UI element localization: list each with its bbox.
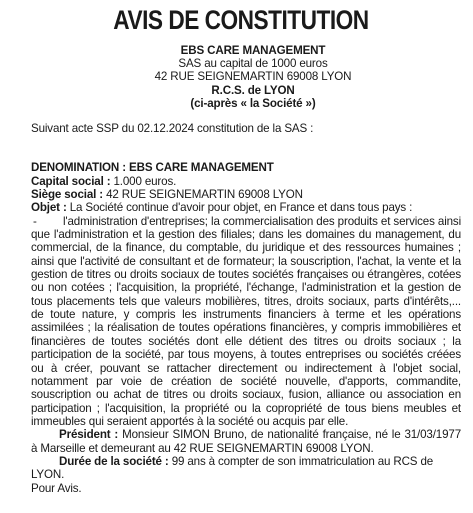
- notice-title: AVIS DE CONSTITUTION: [113, 5, 369, 35]
- spacer: [31, 135, 461, 161]
- duree-label: Durée de la société :: [59, 454, 172, 468]
- denomination-line: [31, 161, 461, 174]
- objet-body: [31, 215, 461, 429]
- siege-line: [31, 188, 461, 201]
- capital-label: Capital social :: [31, 174, 114, 188]
- company-rcs: R.C.S. de LYON: [211, 83, 295, 97]
- duree-paragraph: [31, 455, 461, 482]
- siege-label: Siège social :: [31, 188, 107, 202]
- capital-line: [31, 175, 461, 188]
- capital-value: 1.000 euros.: [113, 174, 177, 188]
- company-capital: SAS au capital de 1000 euros: [178, 57, 328, 71]
- objet-label: Objet :: [31, 201, 70, 215]
- objet-text: l'administration d'entreprises; la commercialisation des produits et services ainsi que l'administration et la gestion des filiales; dans les domaines du management, du commercial, de la finance, du comptable, du juridique et des ressources humaines ; ainsi que l'activité de consultant et de formateur; la souscription, l'achat, la vente et la gestion de titres ou droits sociaux de toutes sociétés françaises ou étrangères, cotées ou non cotées ; l'acquisition, la propriété, l'échange, l'administration et la gestion de tous placements tels que valeurs mobilières, titres, droits sociaux, parts d'intérêts,... de toute nature, y compris les instruments financiers à terme et les opérations assimilées ; la réalisation de toutes opérations financières, y compris immobilières et financières de toutes sociétés dont elle détient des titres ou droits sociaux ; la participation de la société, par tous moyens, à toutes entreprises ou sociétés créées ou à créer, pouvant se rattacher directement ou indirectement à l'objet social, notamment par voie de création de société nouvelle, d'apports, commandite, souscription ou achat de titres ou droits sociaux, fusion, alliance ou association en participation ; l'acquisition, la propriété ou la copropriété de tous biens meubles et immeubles qui seraient apportés à la société ou acquis par elle.: [31, 214, 461, 428]
- objet-intro-line: [31, 201, 461, 214]
- company-name: EBS CARE MANAGEMENT: [180, 44, 326, 57]
- objet-dash: -: [33, 214, 37, 228]
- objet-intro: La Société continue d'avoir pour objet, en France et dans tous pays :: [69, 201, 413, 215]
- president-label: Président :: [59, 428, 123, 442]
- notice-intro: Suivant acte SSP du 02.12.2024 constitution de la SAS :: [31, 122, 314, 136]
- company-header: [45, 44, 461, 110]
- company-alias: (ci-après « la Société »): [190, 96, 316, 110]
- denomination-value: EBS CARE MANAGEMENT: [129, 161, 274, 175]
- siege-value: 42 RUE SEIGNEMARTIN 69008 LYON: [106, 188, 303, 202]
- president-value: Monsieur SIMON Bruno, de nationalité française, né le 31/03/1977 à Marseille et demeurant au 42 RUE SEIGNEMARTIN 69008 LYON.: [31, 428, 461, 455]
- company-address: 42 RUE SEIGNEMARTIN 69008 LYON: [154, 70, 352, 84]
- president-paragraph: [31, 428, 461, 455]
- duree-value: 99 ans à compter de son immatriculation au RCS de LYON.: [31, 454, 434, 482]
- denomination-label: DENOMINATION :: [31, 161, 130, 175]
- closing-line: Pour Avis.: [31, 481, 82, 495]
